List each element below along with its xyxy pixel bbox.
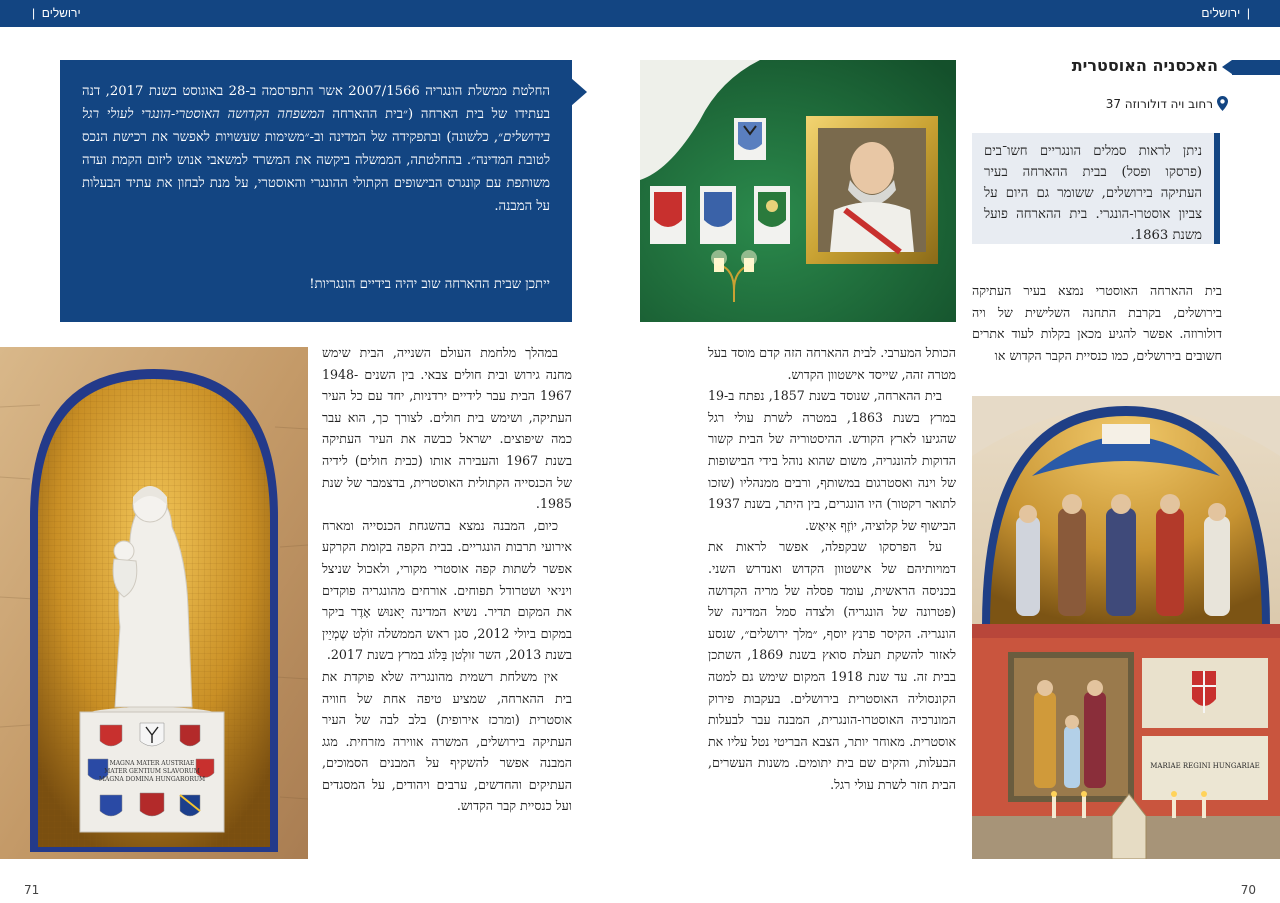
callout-text <box>82 80 550 218</box>
chapel-fresco-photo <box>972 396 1280 859</box>
right-page-intro <box>972 280 1222 366</box>
history-callout-box <box>60 60 572 322</box>
callout-italic-name: המשפחה הקדושה האוסטרי-הונגרי לעולי רגל בירושלים <box>82 107 550 145</box>
running-header-left: ירושלים | <box>32 6 81 20</box>
page-number-left: 71 <box>24 883 40 897</box>
paragraph-continued: הכותל המערבי. לבית ההארחה הזה קדם מוסד בעל מטרה זהה, שייסד אישטוון הקדוש. <box>708 345 956 382</box>
paragraph: בית ההארחה, שנוסד בשנת 1857, נפתח ב-19 במרץ בשנת 1863, במטרה לשרת עולי רגל שהגיעו לארץ הקודש. ההיסטוריה של הבית קשור הדוקות להונגריה, משום שהוא נוהל בידי הבישופות של וינה ואסטרגום במשותף, ורבים ממנהליו (שזכו לתואר רקטור) היו הונגרים, בין היתר, בשנת 1937 הבישוף של קלוציה, יוֹזֶף אִיאַש. <box>708 388 956 533</box>
location-pin-icon <box>1217 96 1228 111</box>
statue-inscription-line-2: MATER GENTIUM SLAVORUM <box>104 768 200 775</box>
emperor-portrait-photo <box>640 60 956 322</box>
section-title-bar <box>1232 60 1280 75</box>
right-page-text-column <box>708 342 956 795</box>
paragraph: כיום, המבנה נמצא בהשגחת הכנסייה ומארח אירועי תרבות הונגריים. בבית הקפה בקומת הקרקע אפשר לשתות קפה אוסטרי מקורי, ולאכול שניצל ויניאי ושטרודל תפוחים. אורחים מהונגריה פוקדים את המקום תדיר. נשיא המדינה יָאנוּש אָדֶר ביקר במקום ביולי 2012, סגן ראש הממשלה זוֹלְט שֶמְיֵין בשנת 2013, השר זולְטן בַּלוֹג במרץ בשנת 2017. <box>322 517 572 663</box>
left-page-text-column <box>322 342 572 817</box>
running-header <box>0 0 1280 27</box>
paragraph: על הפרסקו שבקפלה, אפשר לראות את דמויותיהם של אישטוון הקדוש ואנדרש השני. בכניסה הראשית, עומד פסלה של מריה הקדושה (פטרונה של הונגריה) ולצדה סמל המדינה של הונגריה. הקיסר פרנץ יוסף, ״מלך ירושלים״, שנסע לאזור להשקת תעלת סואץ בשנת 1869, השתכן בבית זה. עד שנת 1918 המקום שימש גם למטה הקונסוליה האוסטרית בירושלים. בעקבות פירוק המונרכיה האוסטרו-הונגרית, המבנה עבר לבעלות אוסטרית. מאוחר יותר, הצבא הבריטי נטל עליו את הבעלות, והקים שם בית יתומים. משנות העשרים, הבית חזר לשרת עולי רגל. <box>708 539 956 792</box>
intro-text: בית ההארחה האוסטרי נמצא בעיר העתיקה בירושלים, בקרבת התחנה השלישית של ויה דולורוזה. אפשר להגיע מכאן בקלות לעוד אתרים חשובים בירושלים, כמו כנסיית הקבר הקדוש או <box>972 283 1222 363</box>
statue-inscription-line-1: MAGNA MATER AUSTRIAE <box>109 760 195 767</box>
paragraph: אין משלחת רשמית מהונגריה שלא פוקדת את בית ההארחה, שמציע טיפה אחת של חוויה אוסטרית (ומרכז אירופית) בלב לבה של העיר העתיקה בירושלים, המשרה אווירה מזרחית. מגג המבנה אפשר להשקיף על המבנים הסמוכים, העתיקים והחדשים, ערבים ויהודים, על המסגדים ועל כנסיית קבר הקדוש. <box>322 668 572 814</box>
fresco-inscription: MARIAE REGINI HUNGARIAE <box>1150 762 1260 770</box>
statue-photo <box>0 347 308 859</box>
running-header-right: | ירושלים <box>1201 6 1250 20</box>
callout-arrow <box>571 78 587 106</box>
callout-text-segment: ״, כלשונה) ובתפקידה של המדינה וב-״משימות שעשויות לאפשר את רכישת הנכס לטובת המדינה״. בהחלטתה, הממשלה ביקשה את המשרד למשאבי אנוש ליזום הקמת ועדה משותפת עם קונגרס הבישופים הקתולי ההונגרי והאוסטרי, על מנת לבחון את עתיד הבעלות על המבנה. <box>82 130 550 214</box>
page-number-right: 70 <box>1240 883 1256 897</box>
callout-question: ייתכן שבית ההארחה שוב יהיה בידיים הונגריות! <box>309 277 550 292</box>
statue-inscription-line-3: MAGNA DOMINA HUNGARORUM <box>98 776 206 783</box>
address-text: רחוב ויה דולורוזה 37 <box>1105 96 1213 111</box>
sidebox-text: ניתן לראות סמלים הונגריים חשו־בים (פרסקו ופסל) בבית ההארחה בעיר העתיקה בירושלים, ששומר גם היום על צביון אוסטרו-הונגרי. בית ההארחה פועל משנת 1863. <box>984 144 1202 243</box>
callout-text-segment: החלטת ממשלת הונגריה 2007/1566 אשר התפרסמה ב-28 באוגוסט בשנת 2017, דנה בעתידו של בית הארחה (״בית ההארחה <box>82 84 550 122</box>
info-sidebox <box>972 133 1220 244</box>
section-title-arrow <box>1222 60 1232 74</box>
address-line <box>1106 96 1228 111</box>
section-title: האכסניה האוסטרית <box>1071 56 1218 75</box>
paragraph: במהלך מלחמת העולם השנייה, הבית שימש מחנה גירוש ובית חולים צבאי. בין השנים 1948-1967 הבית עבר לידיים ירדניות, יחד עם כל העיר העתיקה, ושימש בית חולים. לצורך כך, הוא עבר כמה שיפוצים. ישראל כבשה את העיר העתיקה בשנת 1967 והעבירה אותו (כבית חולים) לידיה של הכנסייה הקתולית האוסטרית, בדצמבר של שנת 1985. <box>322 345 573 512</box>
